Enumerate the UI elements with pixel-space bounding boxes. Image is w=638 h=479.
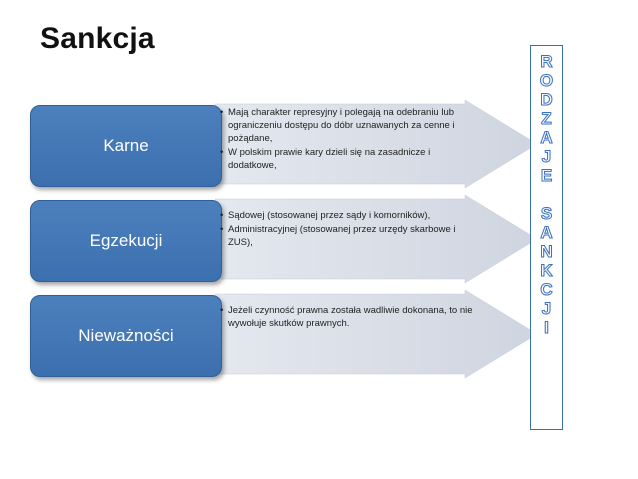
vertical-letter: O — [539, 71, 554, 90]
category-box-karne: Karne — [30, 105, 222, 187]
vertical-letter: D — [540, 90, 553, 109]
bullet-item: • W polskim prawie kary dzieli się na zasadnicze i dodatkowe, — [220, 146, 480, 172]
page-title: Sankcja — [40, 22, 155, 55]
vertical-letter: N — [540, 242, 553, 261]
vertical-letter: J — [541, 299, 552, 318]
vertical-letter: R — [540, 52, 553, 71]
bullet-item: • Sądowej (stosowanej przez sądy i komorników), — [220, 209, 480, 222]
bullet-item: • Mają charakter represyjny i polegają na odebraniu lub ograniczeniu dostępu do dóbr uznawanych za cenne i pożądane, — [220, 106, 480, 145]
category-box-niewaznosci: Nieważności — [30, 295, 222, 377]
vertical-word-box — [530, 45, 563, 430]
vertical-letter: E — [540, 166, 553, 185]
bullet-item: • Jeżeli czynność prawna została wadliwie dokonana, to nie wywołuje skutków prawnych. — [220, 304, 480, 330]
bullet-list — [220, 106, 480, 173]
vertical-letter: K — [540, 261, 553, 280]
row-niewaznosci — [30, 290, 510, 378]
row-karne — [30, 100, 510, 188]
vertical-letter: I — [544, 318, 549, 337]
vertical-letter: A — [540, 223, 553, 242]
bullet-item: • Administracyjnej (stosowanej przez urzędy skarbowe i ZUS), — [220, 223, 480, 249]
vertical-letter: Z — [541, 109, 552, 128]
bullet-list — [220, 209, 480, 250]
vertical-letter: J — [541, 147, 552, 166]
category-box-egzekucji: Egzekucji — [30, 200, 222, 282]
row-egzekucji — [30, 195, 510, 283]
bullet-list — [220, 304, 480, 331]
vertical-letter: S — [540, 204, 553, 223]
vertical-letter: C — [540, 280, 553, 299]
vertical-letter: A — [540, 128, 553, 147]
